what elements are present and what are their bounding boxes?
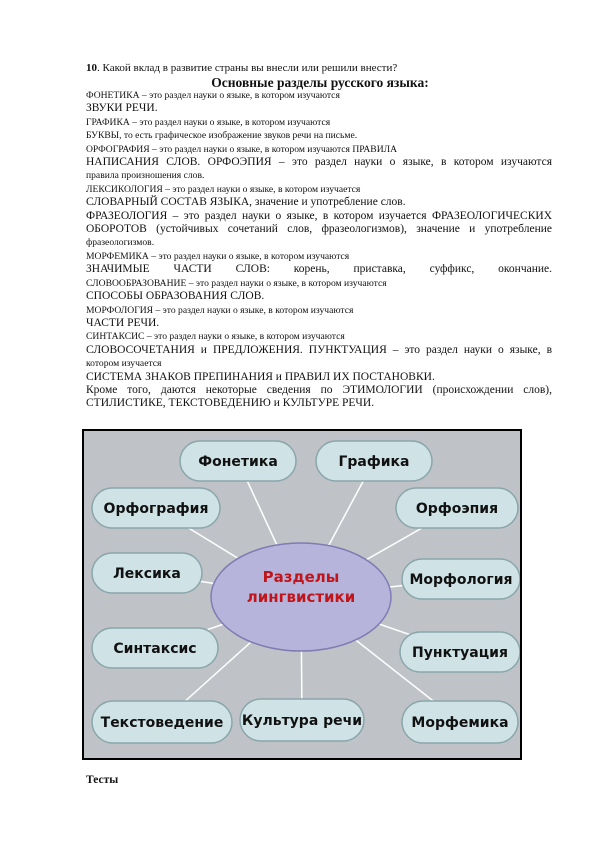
- para-line: ОБОРОТОВ (устойчивых сочетаний слов, фразеологизмов), значение и употребление: [86, 223, 552, 236]
- para-line: СТИЛИСТИКЕ, ТЕКСТОВЕДЕНИЮ и КУЛЬТУРЕ РЕЧИ.: [86, 397, 375, 410]
- node-label: Орфография: [103, 501, 209, 517]
- question-10: [86, 62, 397, 75]
- node-label: Фонетика: [198, 454, 278, 470]
- node-label: Орфоэпия: [415, 501, 499, 517]
- para-line: СЛОВАРНЫЙ СОСТАВ ЯЗЫКА, значение и употребление слов.: [86, 196, 406, 209]
- para-line: правила произношения слов.: [86, 170, 205, 182]
- para-line: НАПИСАНИЯ СЛОВ. ОРФОЭПИЯ – это раздел науки о языке, в котором изучаются: [86, 156, 552, 169]
- para-line: Кроме того, даются некоторые сведения по ЭТИМОЛОГИИ (происхождении слов),: [86, 383, 552, 396]
- para-line: котором изучается: [86, 358, 162, 370]
- para-line: МОРФЕМИКА – это раздел науки о языке, в котором изучаются: [86, 250, 350, 262]
- node-label: Морфемика: [411, 715, 509, 731]
- para-line: ЧАСТИ РЕЧИ.: [86, 316, 160, 329]
- body-text: [86, 89, 552, 411]
- para-line: СЛОВОСОЧЕТАНИЯ и ПРЕДЛОЖЕНИЯ. ПУНКТУАЦИЯ – это раздел науки о языке, в: [86, 343, 552, 356]
- para-line: ЛЕКСИКОЛОГИЯ – это раздел науки о языке, в котором изучается: [86, 183, 361, 195]
- para-line: СПОСОБЫ ОБРАЗОВАНИЯ СЛОВ.: [86, 290, 265, 303]
- linguistics-diagram: [82, 429, 522, 760]
- diagram-canvas: [84, 431, 520, 758]
- para-line: ЗВУКИ РЕЧИ.: [86, 102, 158, 115]
- para-line: фразеологизмов.: [86, 237, 155, 249]
- para-line: СИСТЕМА ЗНАКОВ ПРЕПИНАНИЯ и ПРАВИЛ ИХ ПОСТАНОВКИ.: [86, 370, 435, 383]
- center-label-line2: лингвистики: [246, 588, 356, 606]
- para-line: БУКВЫ, то есть графическое изображение звуков речи на письме.: [86, 130, 358, 142]
- node-label: Морфология: [409, 572, 513, 588]
- node-label: Пунктуация: [412, 645, 508, 661]
- question-number: 10: [86, 62, 97, 74]
- para-line: СИНТАКСИС – это раздел науки о языке, в котором изучаются: [86, 331, 345, 343]
- node-label: Текстоведение: [100, 715, 224, 731]
- node-label: Синтаксис: [113, 641, 197, 657]
- node-label: Культура речи: [241, 713, 363, 729]
- node-label: Графика: [338, 454, 410, 470]
- para-line: ГРАФИКА – это раздел науки о языке, в котором изучаются: [86, 116, 331, 128]
- question-text: . Какой вклад в развитие страны вы внесли или решили внести?: [97, 62, 398, 74]
- center-label-line1: Разделы: [262, 568, 340, 586]
- para-line: СЛОВООБРАЗОВАНИЕ – это раздел науки о языке, в котором изучаются: [86, 277, 387, 289]
- para-line: ОРФОГРАФИЯ – это раздел науки о языке, в котором изучаются ПРАВИЛА: [86, 143, 398, 155]
- node-label: Лексика: [113, 566, 181, 582]
- section-title: Основные разделы русского языка:: [211, 75, 429, 90]
- para-line: ФРАЗЕОЛОГИЯ – это раздел науки о языке, в котором изучается ФРАЗЕОЛОГИЧЕСКИХ: [86, 209, 552, 222]
- para-line: МОРФОЛОГИЯ – это раздел науки о языке, в котором изучаются: [86, 304, 354, 316]
- para-line: ЗНАЧИМЫЕ ЧАСТИ СЛОВ: корень, приставка, суффикс, окончание.: [86, 263, 552, 276]
- para-line: ФОНЕТИКА – это раздел науки о языке, в котором изучаются: [86, 90, 340, 101]
- footer-tests: Тесты: [86, 774, 119, 786]
